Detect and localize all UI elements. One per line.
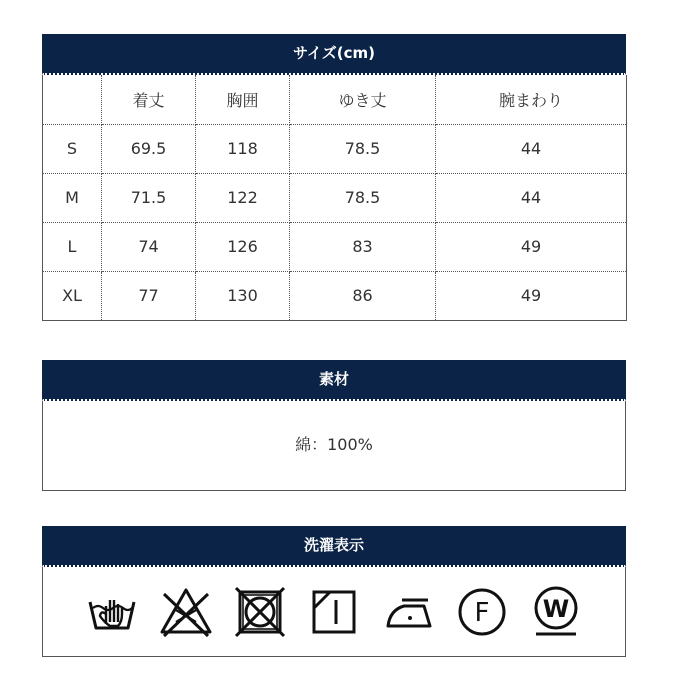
table-header-row <box>43 75 627 124</box>
table-header-cell: 腕まわり <box>436 75 627 124</box>
wet-clean-letter: W <box>542 594 570 623</box>
table-row <box>43 271 627 320</box>
table-cell: 122 <box>196 173 290 222</box>
table-header-cell <box>43 75 102 124</box>
no-bleach-icon <box>158 584 214 640</box>
table-cell: 78.5 <box>290 124 436 173</box>
table-row <box>43 173 627 222</box>
size-section-title: サイズ(cm) <box>42 34 626 75</box>
table-cell: M <box>43 173 102 222</box>
table-row <box>43 222 627 271</box>
care-section-title: 洗濯表示 <box>42 526 626 567</box>
table-cell: 78.5 <box>290 173 436 222</box>
table-cell: 49 <box>436 271 627 320</box>
dry-clean-f-icon <box>454 584 510 640</box>
table-cell: L <box>43 222 102 271</box>
table-cell: 126 <box>196 222 290 271</box>
table-header-cell: 胸囲 <box>196 75 290 124</box>
table-cell: XL <box>43 271 102 320</box>
table-header-cell: ゆき丈 <box>290 75 436 124</box>
table-cell: 71.5 <box>102 173 196 222</box>
material-section <box>42 360 626 491</box>
iron-low-icon <box>380 584 436 640</box>
table-cell: 44 <box>436 124 627 173</box>
table-cell: 74 <box>102 222 196 271</box>
table-header-cell: 着丈 <box>102 75 196 124</box>
table-cell: 44 <box>436 173 627 222</box>
table-cell: 86 <box>290 271 436 320</box>
table-cell: 83 <box>290 222 436 271</box>
table-cell: 130 <box>196 271 290 320</box>
dry-clean-letter: F <box>474 597 490 628</box>
table-cell: 118 <box>196 124 290 173</box>
no-tumble-dry-icon <box>232 584 288 640</box>
size-table <box>42 75 627 321</box>
care-section <box>42 526 626 657</box>
size-section <box>42 34 626 321</box>
table-cell: 69.5 <box>102 124 196 173</box>
line-dry-shade-icon <box>306 584 362 640</box>
material-text: 綿：100% <box>295 435 373 454</box>
table-row <box>43 124 627 173</box>
hand-wash-icon <box>84 584 140 640</box>
table-cell: S <box>43 124 102 173</box>
table-cell: 77 <box>102 271 196 320</box>
care-icons-row <box>42 567 626 657</box>
material-box <box>42 401 626 491</box>
table-cell: 49 <box>436 222 627 271</box>
material-section-title: 素材 <box>42 360 626 401</box>
wet-clean-w-icon <box>528 584 584 640</box>
